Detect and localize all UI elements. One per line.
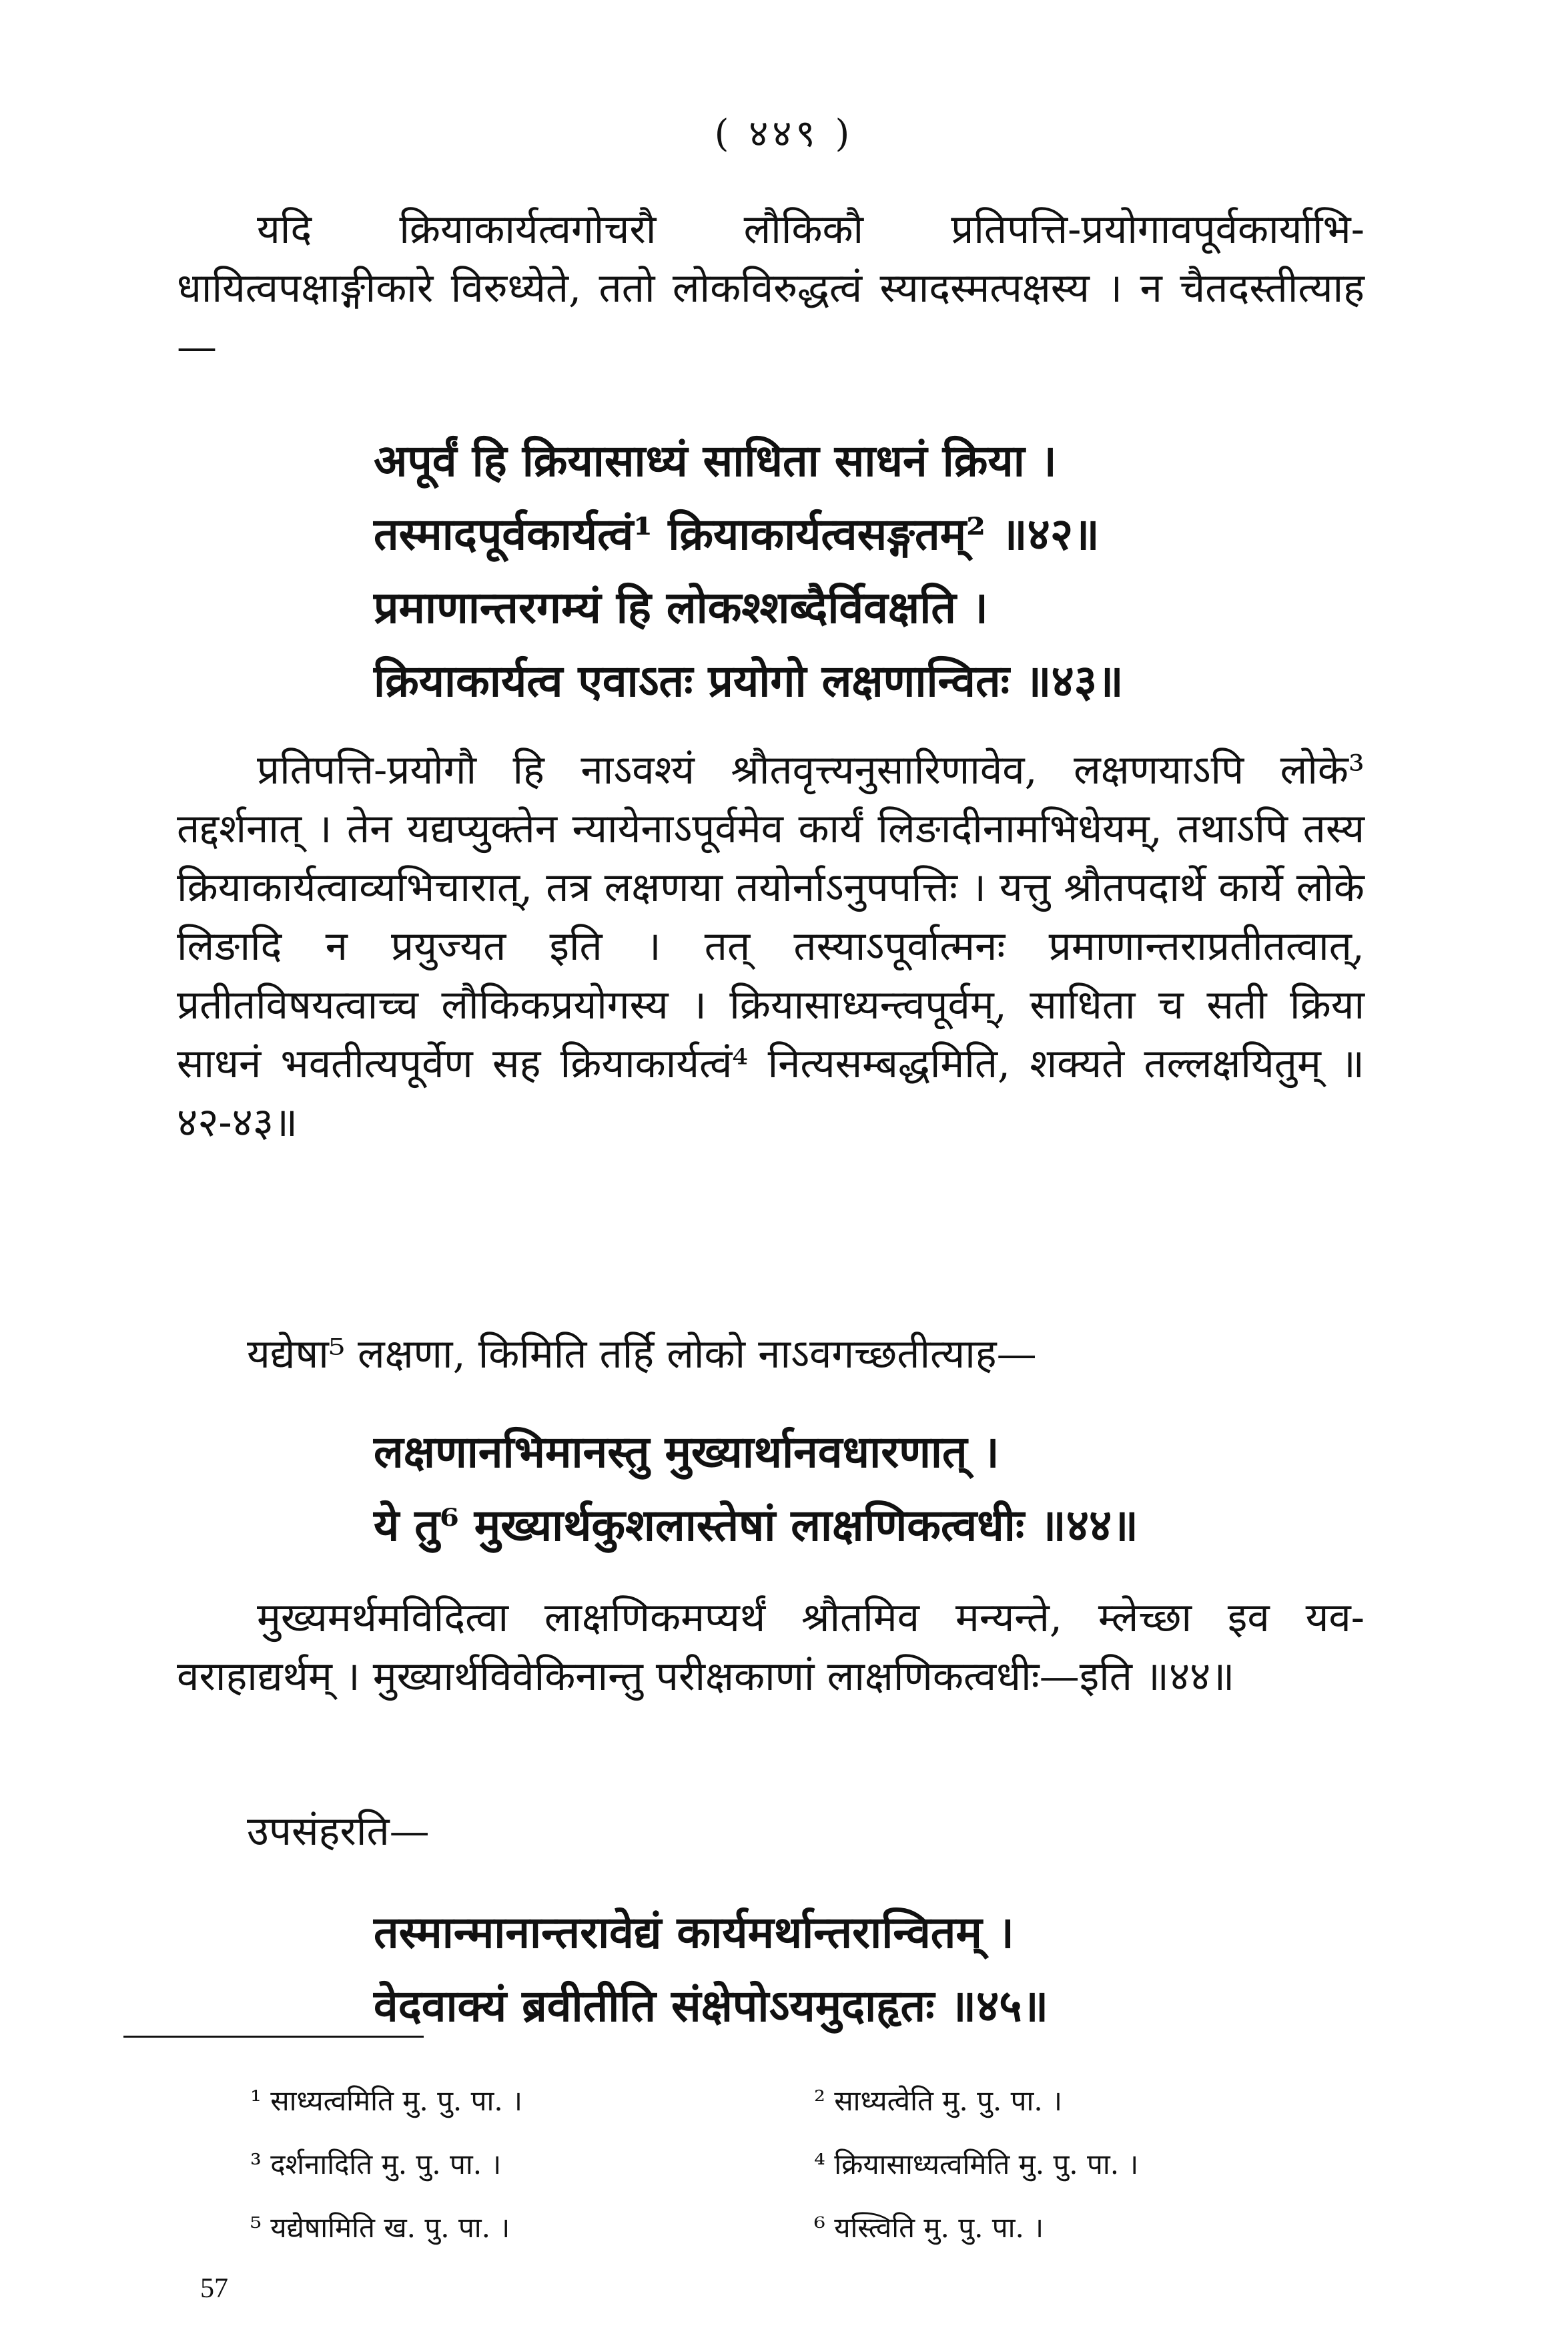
verse-42-43 [374, 424, 1328, 717]
lead-line-1: यद्येषा⁵ लक्षणा, किमिति तर्हि लोको नाऽवगच्छतीत्याह— [247, 1331, 1037, 1378]
footnote-5: ⁵ यद्येषामिति ख. पु. पा. । [250, 2211, 510, 2244]
verse-line: लक्षणानभिमानस्तु मुख्यार्थानवधारणात् । [374, 1426, 1000, 1478]
footnote-3: ³ दर्शनादिति मु. पु. पा. । [250, 2148, 502, 2180]
paragraph-3 [177, 1588, 1364, 1706]
page-number: ( ४४९ ) [714, 112, 854, 156]
footnote-1: ¹ साध्यत्वमिति मु. पु. पा. । [250, 2084, 522, 2117]
verse-line: क्रियाकार्यत्व एवाऽतः प्रयोगो लक्षणान्वितः ॥४३॥ [374, 655, 1124, 707]
paragraph-1-text: यदि क्रियाकार्यत्वगोचरौ लौकिकौ प्रतिपत्ति-प्रयोगावपूर्वकार्याभि-धायित्वपक्षाङ्गीकारे विरुध्येते, ततो लोकविरुद्धत्वं स्यादस्मत्पक्षस्य । न चैतदस्तीत्याह— [177, 206, 1364, 370]
verse-45 [374, 1895, 1328, 2042]
paragraph-2 [177, 741, 1364, 1152]
verse-line: वेदवाक्यं ब्रवीतीति संक्षेपोऽयमुदाहृतः ॥४५॥ [374, 1980, 1049, 2032]
verse-line: प्रमाणान्तरगम्यं हि लोकश्शब्दैर्विवक्षति । [374, 581, 988, 633]
paragraph-3-text: मुख्यमर्थमविदित्वा लाक्षणिकमप्यर्थं श्रौतमिव मन्यन्ते, म्लेच्छा इव यव-वराहाद्यर्थम् । मुख्यार्थविवेकिनान्तु परीक्षकाणां लाक्षणिकत्वधीः—इति ॥४४॥ [177, 1594, 1364, 1700]
verse-line: अपूर्वं हि क्रियासाध्यं साधिता साधनं क्रिया । [374, 434, 1057, 487]
folio-number: 57 [200, 2273, 228, 2304]
verse-line: ये तु⁶ मुख्यार्थकुशलास्तेषां लाक्षणिकत्वधीः ॥४४॥ [374, 1499, 1138, 1551]
footnote-4: ⁴ क्रियासाध्यत्वमिति मु. पु. पा. । [814, 2148, 1139, 2180]
footnote-rule [123, 2036, 424, 2038]
paragraph-1 [177, 200, 1364, 376]
footnote-6: ⁶ यस्त्विति मु. पु. पा. । [814, 2211, 1044, 2244]
verse-line: तस्मान्मानान्तरावेद्यं कार्यमर्थान्तरान्वितम् । [374, 1906, 1014, 1958]
lead-line-2: उपसंहरति— [247, 1808, 430, 1855]
verse-44 [374, 1415, 1328, 1562]
footnote-2: ² साध्यत्वेति मु. पु. पा. । [814, 2084, 1062, 2117]
verse-line: तस्मादपूर्वकार्यत्वं¹ क्रियाकार्यत्वसङ्गतम्² ॥४२॥ [374, 508, 1100, 560]
paragraph-2-text: प्रतिपत्ति-प्रयोगौ हि नाऽवश्यं श्रौतवृत्त्यनुसारिणावेव, लक्षणयाऽपि लोके³ तद्दर्शनात् । तेन यद्यप्युक्तेन न्यायेनाऽपूर्वमेव कार्यं लिङादीनामभिधेयम्, तथाऽपि तस्य क्रियाकार्यत्वाव्यभिचारात्, तत्र लक्षणया तयोर्नाऽनुपपत्तिः । यत्तु श्रौतपदार्थे कार्ये लोके लिङादि न प्रयुज्यत इति । तत् तस्याऽपूर्वात्मनः प्रमाणान्तराप्रतीतत्वात्, प्रतीतविषयत्वाच्च लौकिकप्रयोगस्य । क्रियासाध्यन्त्वपूर्वम्, साधिता च सती क्रिया साधनं भवतीत्यपूर्वेण सह क्रियाकार्यत्वं⁴ नित्यसम्बद्धमिति, शक्यते तल्लक्षयितुम् ॥४२-४३॥ [177, 747, 1364, 1146]
